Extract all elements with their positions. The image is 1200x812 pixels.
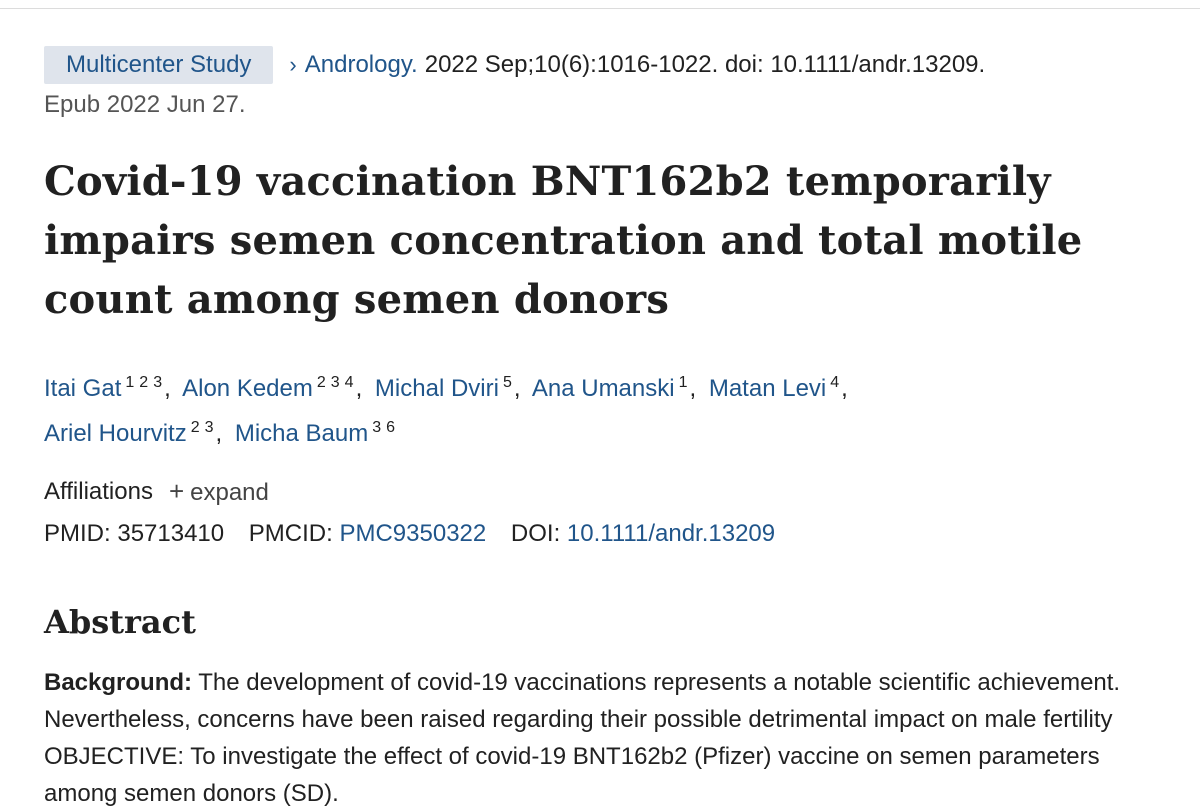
author-name-link[interactable]: Itai Gat [44,375,122,402]
author-name-link[interactable]: Ana Umanski [531,375,675,402]
affiliation-ref[interactable]: 1 [678,374,688,391]
citation-line [44,46,1164,84]
author-name-link[interactable]: Matan Levi [708,375,827,402]
author-affiliation-refs [191,408,219,447]
affiliation-ref[interactable]: 2 [316,374,326,391]
affiliation-ref[interactable]: 4 [344,374,354,391]
affiliation-ref[interactable]: 6 [386,419,396,436]
affiliation-ref[interactable]: 1 [125,374,135,391]
doi-label: DOI: [510,520,561,547]
article-page [44,46,1164,812]
affiliation-ref[interactable]: 3 [330,374,340,391]
pmid-value: 35713410 [117,520,225,547]
affiliation-ref[interactable]: 2 [139,374,149,391]
author-list [44,363,1164,453]
expand-label: expand [190,479,269,506]
affiliation-ref[interactable]: 3 [372,419,382,436]
author-item: Ana Umanski 1, [532,375,702,402]
author-affiliation-refs [317,363,359,402]
publication-type-badge[interactable]: Multicenter Study [44,46,273,84]
affiliation-ref[interactable]: 5 [502,374,512,391]
chevron-right-icon: › [289,52,297,77]
plus-icon: + [168,476,185,506]
author-name-link[interactable]: Michal Dviri [374,375,499,402]
author-item: Michal Dviri 5, [375,375,527,402]
top-divider [0,8,1200,9]
affiliations-row [44,473,1164,511]
author-item: Itai Gat 1 2 3, [44,375,177,402]
doi-link[interactable]: 10.1111/andr.13209 [566,520,776,547]
article-title: Covid-19 vaccination BNT162b2 temporarily impairs semen concentration and total motile count among semen donors [44,158,1083,323]
journal-link[interactable]: Andrology. [304,51,418,78]
pmid-label: PMID: [44,520,111,547]
author-item [235,420,400,447]
pmcid-link[interactable]: PMC9350322 [339,520,487,547]
identifiers-row [44,516,1164,552]
abstract-background [44,664,1144,812]
epub-date: Epub 2022 Jun 27. [44,91,246,118]
abstract-heading: Abstract [44,603,196,641]
background-text: The development of covid-19 vaccinations represents a notable scientific achievement. Nevertheless, concerns have been raised regarding their possible detrimental impact on male fertility OBJECTIVE: To investigate the effect of covid-19 BNT162b2 (Pfizer) vaccine on semen parameters among semen donors (SD). [44,669,1121,807]
author-affiliation-refs [372,408,400,447]
author-name-link[interactable]: Ariel Hourvitz [44,420,187,447]
affiliation-ref[interactable]: 2 [190,419,200,436]
author-name-link[interactable]: Micha Baum [234,420,369,447]
author-name-link[interactable]: Alon Kedem [182,375,313,402]
author-item: Alon Kedem 2 3 4, [182,375,368,402]
expand-affiliations-button[interactable] [169,473,269,511]
author-item: Matan Levi 4, [709,375,854,402]
affiliation-ref[interactable]: 3 [204,419,214,436]
author-affiliation-refs [125,363,167,402]
background-label: Background: [44,669,193,696]
affiliations-label: Affiliations [44,478,153,505]
affiliation-ref[interactable]: 4 [830,374,840,391]
author-item: Ariel Hourvitz 2 3, [44,420,228,447]
affiliation-ref[interactable]: 3 [153,374,163,391]
citation-details: 2022 Sep;10(6):1016-1022. doi: 10.1111/andr.13209. [424,51,986,78]
pmcid-label: PMCID: [248,520,333,547]
